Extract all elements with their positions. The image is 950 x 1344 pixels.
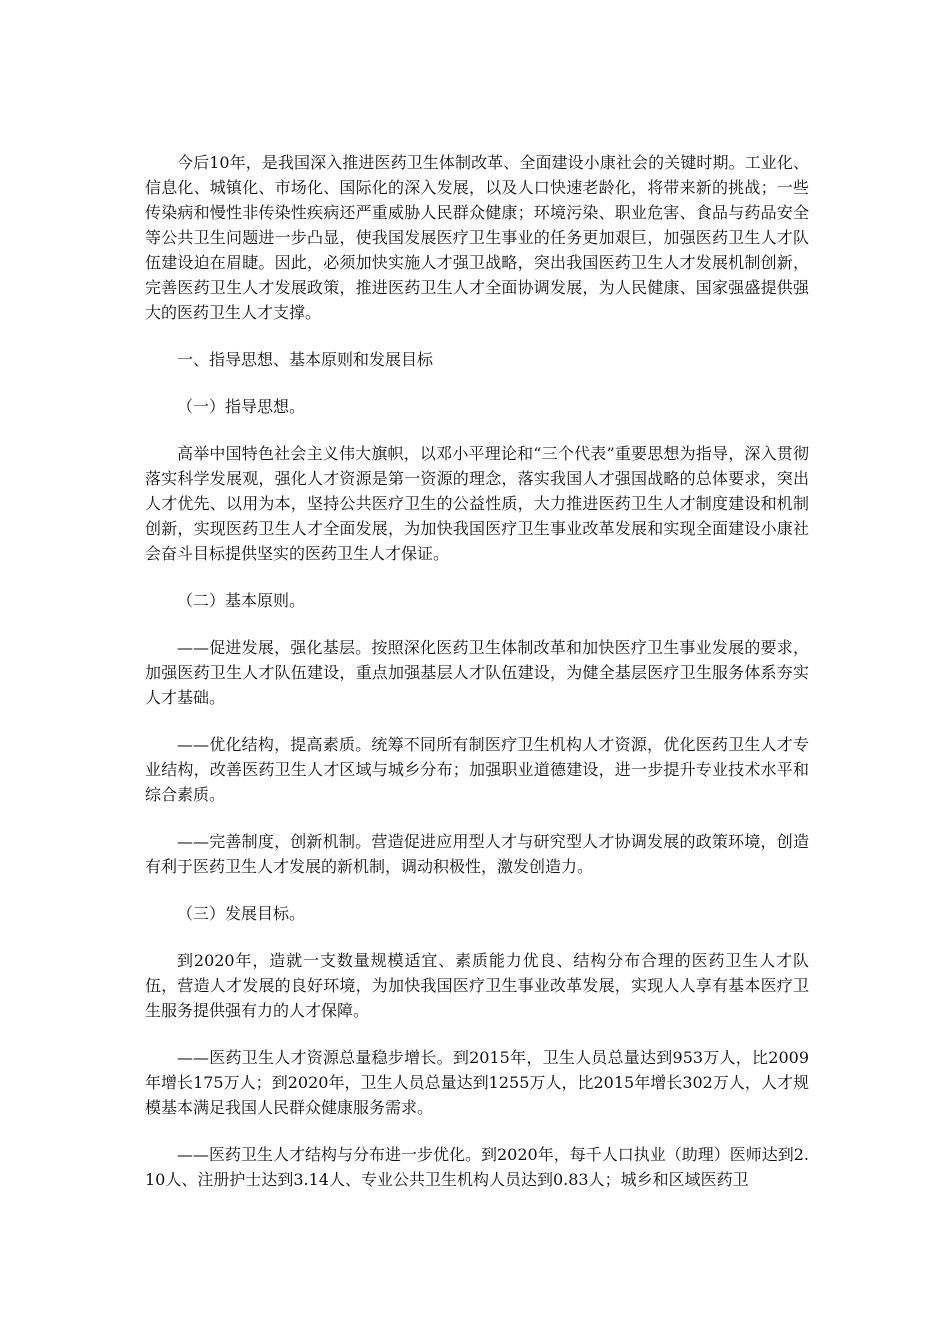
goal-paragraph-2: ——医药卫生人才结构与分布进一步优化。到2020年，每千人口执业（助理）医师达到2.10人、注册护士达到3.14人、专业公共卫生机构人员达到0.83人；城乡和区域医药卫 (145, 1145, 809, 1189)
spacer (145, 926, 809, 948)
spacer (145, 807, 809, 829)
spacer (145, 710, 809, 732)
principle-paragraph-1: ——促进发展，强化基层。按照深化医药卫生体制改革和加快医疗卫生事业发展的要求，加强医药卫生人才队伍建设，重点加强基层人才队伍建设，为健全基层医疗卫生服务体系夯实人才基础。 (145, 638, 809, 707)
section-heading-1: 一、指导思想、基本原则和发展目标 (177, 350, 434, 369)
guiding-thought-paragraph: 高举中国特色社会主义伟大旗帜，以邓小平理论和“三个代表”重要思想为指导，深入贯彻落实科学发展观，强化人才资源是第一资源的理念，落实我国人才强国战略的总体要求，突出人才优先、以用为本，坚持公共医疗卫生的公益性质，大力推进医药卫生人才制度建设和机制创新，实现医药卫生人才全面发展，为加快我国医疗卫生事业改革发展和实现全面建设小康社会奋斗目标提供坚实的医药卫生人才保证。 (145, 444, 809, 563)
document-page (145, 150, 809, 1192)
subsection-heading-goals: （三）发展目标。 (177, 904, 306, 923)
spacer (145, 566, 809, 588)
goals-paragraph: 到2020年，造就一支数量规模适宜、素质能力优良、结构分布合理的医药卫生人才队伍，营造人才发展的良好环境，为加快我国医疗卫生事业改革发展，实现人人享有基本医疗卫生服务提供强有力的人才保障。 (145, 951, 809, 1020)
goal-paragraph-1: ——医药卫生人才资源总量稳步增长。到2015年，卫生人员总量达到953万人，比2009年增长175万人；到2020年，卫生人员总量达到1255万人，比2015年增长302万人，人才规模基本满足我国人民群众健康服务需求。 (145, 1048, 809, 1117)
spacer (145, 1023, 809, 1045)
spacer (145, 325, 809, 347)
spacer (145, 419, 809, 441)
spacer (145, 879, 809, 901)
spacer (145, 1120, 809, 1142)
spacer (145, 613, 809, 635)
principle-paragraph-2: ——优化结构，提高素质。统筹不同所有制医疗卫生机构人才资源，优化医药卫生人才专业结构，改善医药卫生人才区域与城乡分布；加强职业道德建设，进一步提升专业技术水平和综合素质。 (145, 735, 809, 804)
subsection-heading-guiding-thought: （一）指导思想。 (177, 397, 306, 416)
subsection-heading-basic-principles: （二）基本原则。 (177, 591, 306, 610)
principle-paragraph-3: ——完善制度，创新机制。营造促进应用型人才与研究型人才协调发展的政策环境，创造有利于医药卫生人才发展的新机制，调动积极性，激发创造力。 (145, 832, 809, 876)
intro-paragraph: 今后10年，是我国深入推进医药卫生体制改革、全面建设小康社会的关键时期。工业化、信息化、城镇化、市场化、国际化的深入发展，以及人口快速老龄化，将带来新的挑战；一些传染病和慢性非传染性疾病还严重威胁人民群众健康；环境污染、职业危害、食品与药品安全等公共卫生问题进一步凸显，使我国发展医疗卫生事业的任务更加艰巨，加强医药卫生人才队伍建设迫在眉睫。因此，必须加快实施人才强卫战略，突出我国医药卫生人才发展机制创新，完善医药卫生人才发展政策，推进医药卫生人才全面协调发展，为人民健康、国家强盛提供强大的医药卫生人才支撑。 (145, 153, 809, 322)
spacer (145, 372, 809, 394)
